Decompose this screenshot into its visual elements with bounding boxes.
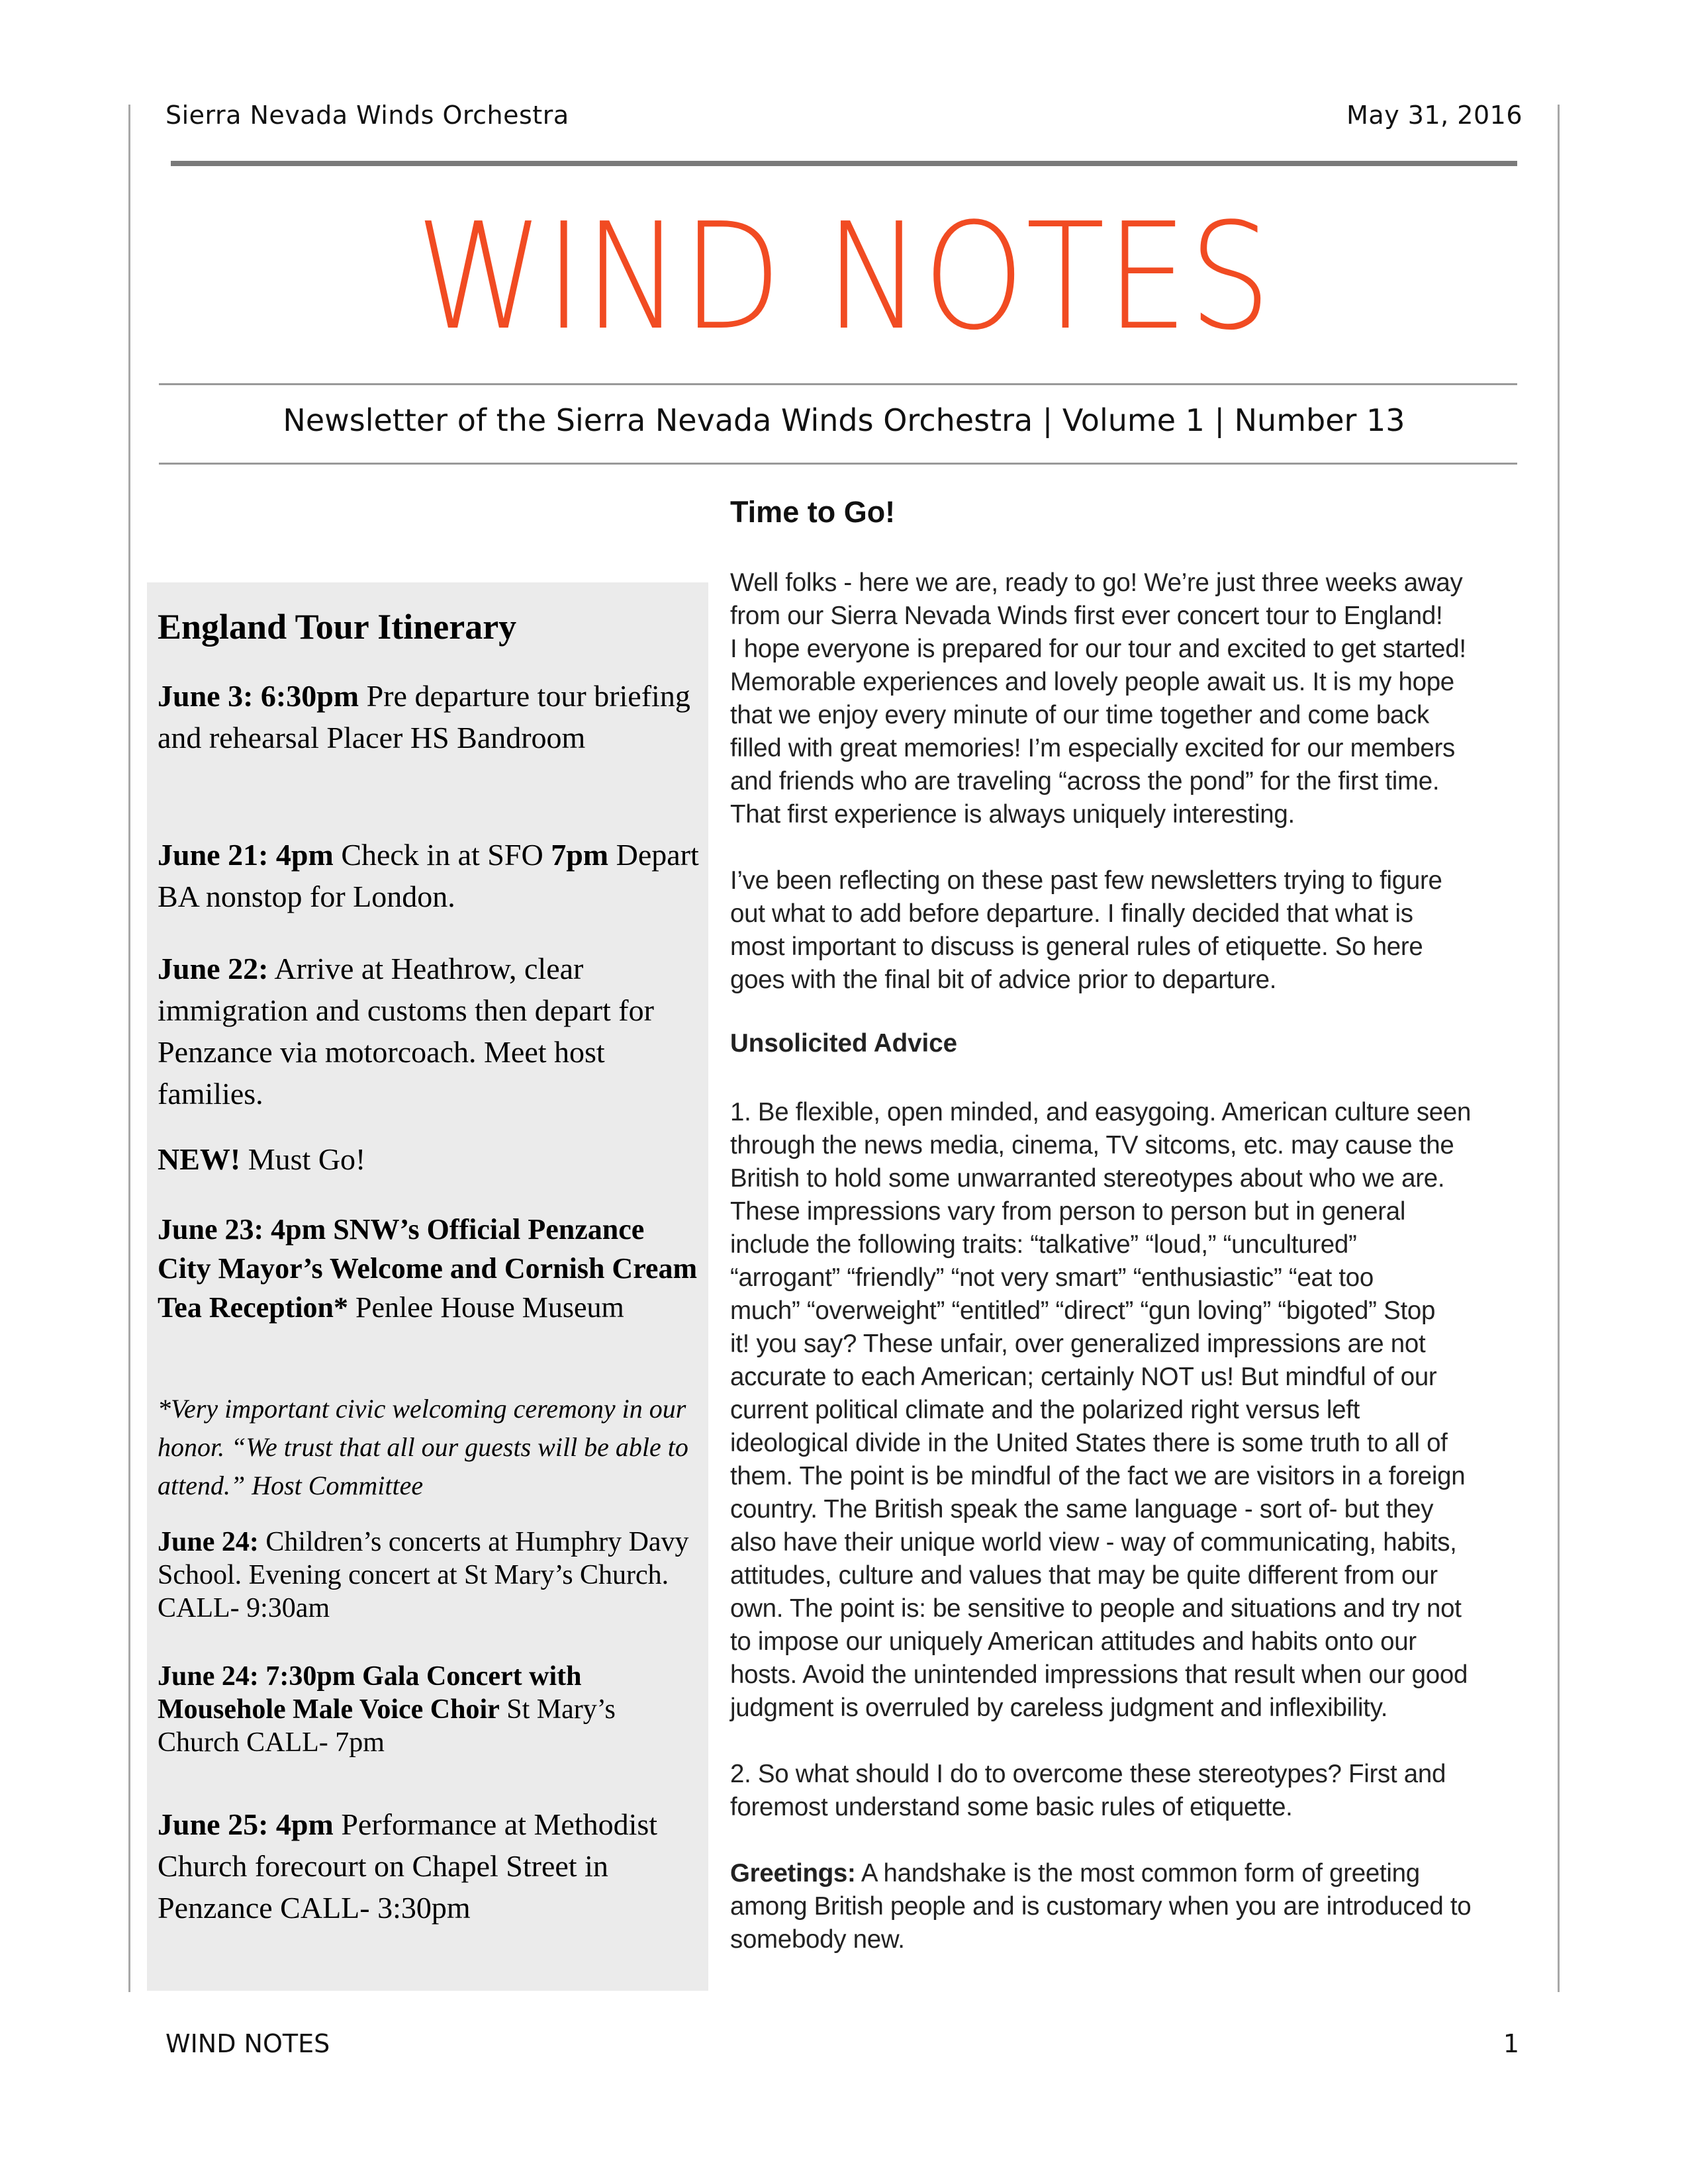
article-paragraph	[730, 1758, 1564, 1824]
text-line: Well folks - here we are, ready to go! We’re just three weeks away	[730, 569, 1463, 597]
greetings-text: A handshake is the most common form of greeting	[855, 1859, 1420, 1888]
text-line: country. The British speak the same language - sort of- but they	[730, 1495, 1434, 1524]
text-line: include the following traits: “talkative” “loud,” “uncultured”	[730, 1230, 1357, 1259]
itinerary-entry-text: Children’s concerts at Humphry Davy School. Evening concert at St Mary’s Church. CALL- 9:30am	[158, 1527, 689, 1623]
itinerary-entry	[158, 675, 700, 758]
text-line: Memorable experiences and lovely people await us. It is my hope	[730, 668, 1454, 696]
text-line: attitudes, culture and values that may be quite different from our	[730, 1561, 1438, 1590]
itinerary-footnote: *Very important civic welcoming ceremony in our honor. “We trust that all our guests will be able to attend.” Host Committee	[158, 1394, 688, 1500]
itinerary-entry-text: Depart BA nonstop for London.	[158, 838, 699, 913]
itinerary-entry-text: Check in at SFO	[333, 838, 551, 872]
text-line: goes with the final bit of advice prior to departure.	[730, 966, 1277, 994]
header-organization: Sierra Nevada Winds Orchestra	[165, 101, 569, 130]
itinerary-entry-date: June 3: 6:30pm	[158, 679, 359, 713]
text-line: own. The point is: be sensitive to people and situations and try not	[730, 1594, 1462, 1623]
newsletter-subtitle: Newsletter of the Sierra Nevada Winds Orchestra | Volume 1 | Number 13	[283, 402, 1405, 438]
text-line: 2. So what should I do to overcome these stereotypes? First and	[730, 1760, 1446, 1788]
text-line: That first experience is always uniquely interesting.	[730, 800, 1295, 829]
itinerary-entry-date: June 22:	[158, 952, 269, 985]
itinerary-entry	[158, 1803, 700, 1929]
text-line: most important to discuss is general rules of etiquette. So here	[730, 933, 1423, 961]
header-date: May 31, 2016	[1346, 101, 1523, 130]
itinerary-entry-text: Performance at Methodist Church forecourt on Chapel Street in Penzance CALL- 3:30pm	[158, 1807, 658, 1925]
itinerary-entry-text: Pre departure tour briefing and rehearsal Placer HS Bandroom	[158, 679, 690, 754]
itinerary-entry-text: Penlee House Museum	[348, 1291, 624, 1324]
itinerary-entry	[158, 1660, 700, 1759]
itinerary-entry-text: Must Go!	[240, 1142, 366, 1176]
text-line: somebody new.	[730, 1925, 905, 1954]
text-line: them. The point is be mindful of the fact we are visitors in a foreign	[730, 1462, 1466, 1490]
text-line: much” “overweight” “entitled” “direct” “gun loving” “bigoted” Stop	[730, 1297, 1436, 1325]
text-line: among British people and is customary when you are introduced to	[730, 1892, 1472, 1921]
itinerary-entry-date: June 21: 4pm	[158, 838, 334, 872]
text-line: British to hold some unwarranted stereotypes about who we are.	[730, 1164, 1445, 1193]
greetings-label: Greetings:	[730, 1859, 856, 1888]
itinerary-entry-date: June 25: 4pm	[158, 1807, 334, 1841]
text-line: from our Sierra Nevada Winds first ever concert tour to England!	[730, 602, 1443, 630]
text-line: I hope everyone is prepared for our tour and excited to get started!	[730, 635, 1466, 663]
text-line: 1. Be flexible, open minded, and easygoing. American culture seen	[730, 1098, 1472, 1126]
article-paragraph	[730, 567, 1564, 831]
text-line: also have their unique world view - way of communicating, habits,	[730, 1528, 1457, 1557]
header-divider	[171, 161, 1517, 166]
text-line: through the news media, cinema, TV sitcoms, etc. may cause the	[730, 1131, 1454, 1160]
article-paragraph	[730, 864, 1564, 997]
masthead-title: WIND NOTES	[416, 192, 1272, 363]
text-line: judgment is overruled by careless judgment and inflexibility.	[730, 1694, 1388, 1722]
text-line: foremost understand some basic rules of etiquette.	[730, 1793, 1293, 1821]
text-line	[730, 1857, 1564, 1890]
text-line: “arrogant” “friendly” “not very smart” “enthusiastic” “eat too	[730, 1263, 1374, 1292]
itinerary-sidebar	[147, 582, 708, 1991]
itinerary-entry-text: St Mary’s Church CALL- 7pm	[158, 1694, 616, 1758]
itinerary-entry	[158, 1210, 700, 1327]
text-line: These impressions vary from person to person but in general	[730, 1197, 1406, 1226]
itinerary-entry-text: Arrive at Heathrow, clear immigration and customs then depart for Penzance via motorcoach. Meet host families.	[158, 952, 654, 1111]
text-line: it! you say? These unfair, over generalized impressions are not	[730, 1330, 1426, 1358]
text-line: out what to add before departure. I finally decided that what is	[730, 899, 1413, 928]
itinerary-entry-time: 7pm	[551, 838, 609, 872]
text-line: hosts. Avoid the unintended impressions that result when our good	[730, 1661, 1468, 1689]
text-line: accurate to each American; certainly NOT us! But mindful of our	[730, 1363, 1437, 1391]
itinerary-entry-date: June 23: 4pm SNW’s Official Penzance City Mayor’s Welcome and Cornish Cream Tea Reception*	[158, 1213, 698, 1324]
footer-title: WIND NOTES	[165, 2029, 330, 2058]
subtitle-rule-top	[159, 383, 1517, 385]
itinerary-entry	[158, 1138, 700, 1180]
text-line: current political climate and the polarized right versus left	[730, 1396, 1360, 1424]
text-line: filled with great memories! I’m especially excited for our members	[730, 734, 1455, 762]
itinerary-entry-date: June 24: 7:30pm Gala Concert with Mousehole Male Voice Choir	[158, 1661, 582, 1725]
text-line: I’ve been reflecting on these past few newsletters trying to figure	[730, 866, 1442, 895]
text-line: to impose our uniquely American attitudes and habits onto our	[730, 1627, 1417, 1656]
article-paragraph-greetings	[730, 1857, 1564, 1956]
text-line: and friends who are traveling “across the pond” for the first time.	[730, 767, 1440, 796]
itinerary-entry	[158, 1525, 700, 1625]
page-number: 1	[1503, 2029, 1519, 2058]
article-title: Time to Go!	[730, 495, 896, 529]
itinerary-entry	[158, 948, 700, 1115]
itinerary-new-badge: NEW!	[158, 1142, 241, 1176]
text-line: ideological divide in the United States there is some truth to all of	[730, 1429, 1448, 1457]
subtitle-rule-bottom	[159, 463, 1517, 465]
article-paragraph	[730, 1096, 1564, 1725]
page-border-left	[128, 105, 130, 1992]
itinerary-entry	[158, 834, 700, 917]
itinerary-entry-date: June 24:	[158, 1527, 259, 1557]
article-subhead: Unsolicited Advice	[730, 1029, 958, 1058]
text-line: that we enjoy every minute of our time together and come back	[730, 701, 1429, 729]
itinerary-title: England Tour Itinerary	[158, 607, 517, 647]
